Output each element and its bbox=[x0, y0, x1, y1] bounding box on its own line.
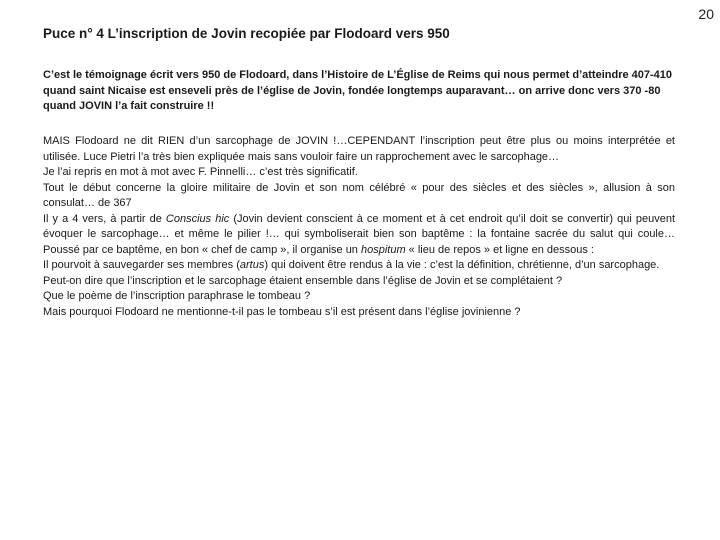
paragraph-5-part-a: Il pourvoit à sauvegarder ses membres ( bbox=[43, 259, 240, 271]
paragraph-2: Je l’ai repris en mot à mot avec F. Pinnelli… c’est très significatif. bbox=[43, 166, 358, 178]
paragraph-8: Mais pourquoi Flodoard ne mentionne-t-il pas le tombeau s’il est présent dans l’église jovinienne ? bbox=[43, 305, 521, 318]
body-text bbox=[43, 134, 675, 320]
paragraph-7: Que le poème de l’inscription paraphrase le tombeau ? bbox=[43, 290, 311, 302]
paragraph-6: Peut-on dire que l’inscription et le sarcophage étaient ensemble dans l’église de Jovin et se complétaient ? bbox=[43, 274, 563, 287]
paragraph-1: MAIS Flodoard ne dit RIEN d’un sarcophage de JOVIN !…CEPENDANT l’inscription peut être plus ou moins interprétée et utilisée. Luce Pietri l’a très bien expliquée mais sans vouloir faire un rapprochement avec le sarcophage… bbox=[43, 135, 675, 163]
paragraph-5 bbox=[43, 258, 675, 274]
paragraph-4 bbox=[43, 212, 675, 259]
page-number: 20 bbox=[698, 6, 714, 22]
paragraph-4-part-c: « lieu de repos » et ligne en dessous : bbox=[405, 243, 594, 256]
paragraph-3: Tout le début concerne la gloire militaire de Jovin et son nom célébré « pour des siècles et des siècles », allusion à son consulat… de 367 bbox=[43, 181, 675, 209]
paragraph-4-part-a: Il y a 4 vers, à partir de bbox=[43, 212, 166, 225]
latin-phrase-conscius-hic: Conscius hic bbox=[165, 212, 230, 225]
intro-paragraph: C’est le témoignage écrit vers 950 de Flodoard, dans l’Histoire de L’Église de Reims qui nous permet d’atteindre 407-410 quand saint Nicaise est enseveli près de l’église de Jovin, fondée longtemps auparavant… on arrive donc vers 370 -80 quand JOVIN l’a fait construire !! bbox=[43, 69, 673, 112]
latin-word-hospitum: hospitum bbox=[360, 243, 406, 256]
latin-word-artus: artus bbox=[239, 259, 265, 271]
paragraph-5-part-b: ) qui doivent être rendus à la vie : c’est la définition, chrétienne, d’un sarcophage. bbox=[264, 259, 660, 271]
slide-title: Puce n° 4 L’inscription de Jovin recopiée par Flodoard vers 950 bbox=[43, 26, 450, 41]
paragraph-4-part-b: (Jovin devient conscient à ce moment et à cet endroit qu’il doit se convertir) qui peuvent évoquer le sarcophage… et même le pilier !… qui symboliserait bien son baptême : la fontaine sacrée du salut qui coule… Poussé par ce baptême, en bon « chef de camp », il organise un bbox=[43, 212, 676, 256]
